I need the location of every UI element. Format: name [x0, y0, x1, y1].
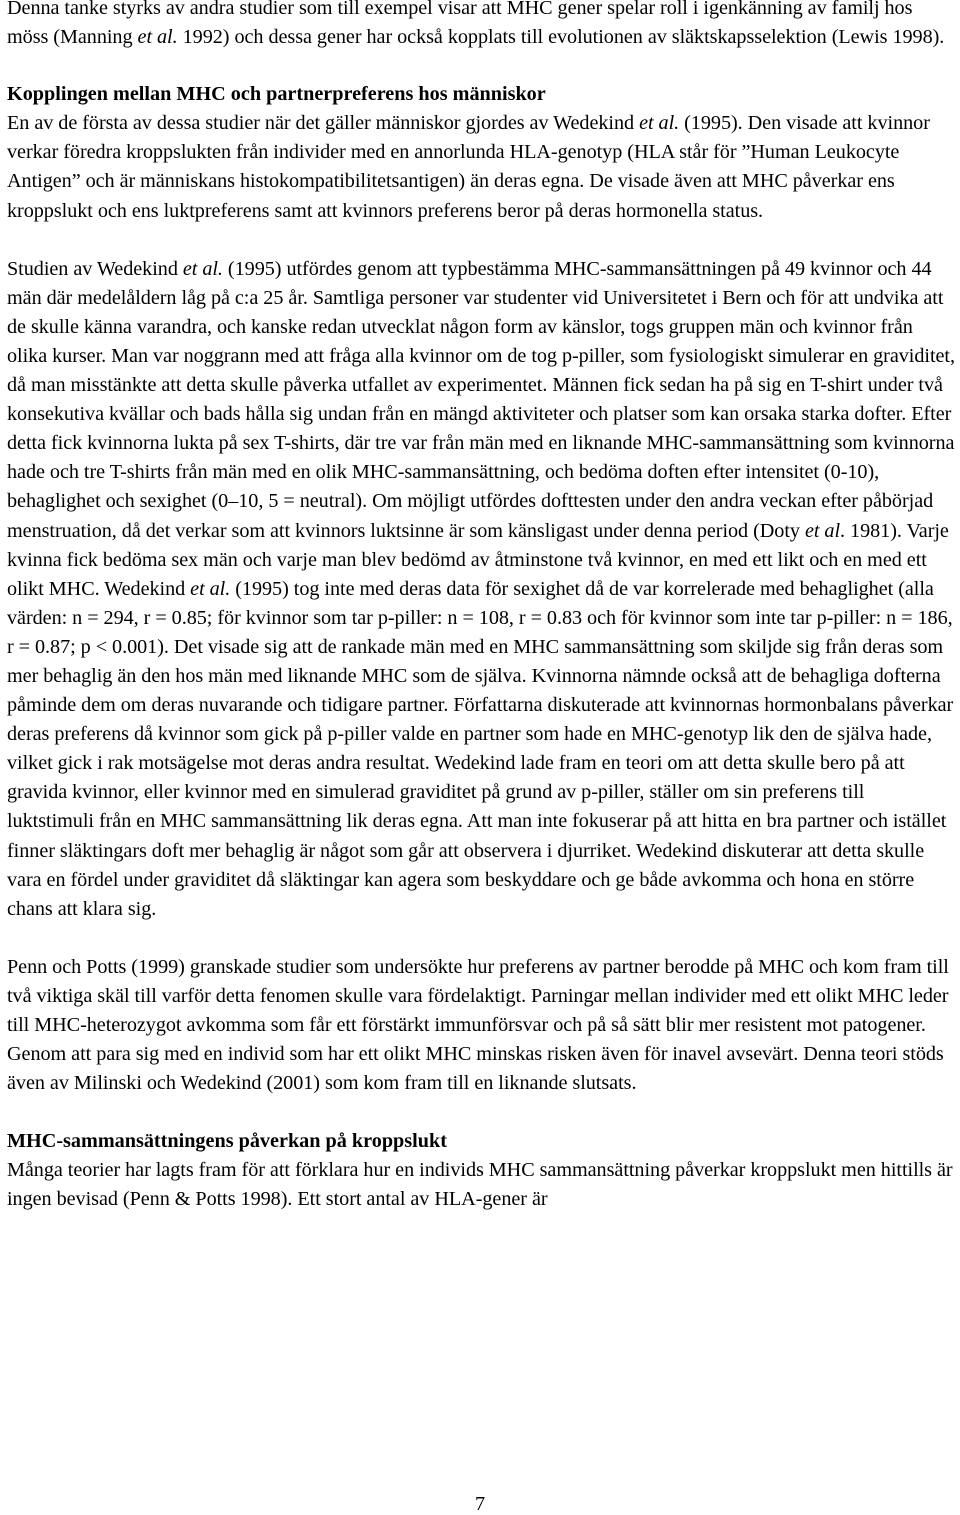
section2-paragraph-1: Många teorier har lagts fram för att förklara hur en individs MHC sammansättning påverkar kroppslukt men hittills är ingen bevisad (Penn & Potts 1998). Ett stort antal av HLA-gener är — [7, 1159, 953, 1211]
s1p2-etal-3: et al. — [190, 577, 231, 600]
intro-text-b: 1992) och dessa gener har också kopplats till evolutionen av släktskapsselektion (Lewis 1998). — [177, 26, 945, 49]
s1p1-etal: et al. — [639, 112, 680, 135]
s1p2-text-a: Studien av Wedekind — [7, 257, 183, 280]
s1p2-etal-2: et al — [804, 519, 841, 542]
s1p1-text-b: (1995). Den visade att kvinnor verkar föredra kroppslukten från individer med en annorlunda HLA-genotyp (HLA står för ”Human Leukocyte Antigen” och är människans histokompatibilitetsantigen) än deras egna. De visade även att MHC påverkar ens kroppslukt och ens luktpreferens samt att kvinnors preferens beror på deras hormonella status. — [7, 112, 930, 222]
s1p2-etal-1: et al. — [182, 257, 223, 280]
s1p1-text-a: En av de första av dessa studier när det gäller människor gjordes av Wedekind — [7, 112, 640, 135]
s1p2-text-c: . 1981). Varje kvinna fick bedöma sex män och varje man blev bedömd av åtminstone två kvinnor, en med ett likt och en med ett olikt MHC. Wedekind — [7, 519, 949, 600]
section-heading-mhc-body-odor: MHC-sammansättningens påverkan på kroppslukt — [7, 1130, 447, 1153]
document-page — [7, 0, 955, 1215]
section1-paragraph-3: Penn och Potts (1999) granskade studier som undersökte hur preferens av partner berodde på MHC och kom fram till två viktiga skäl till varför detta fenomen skulle vara fördelaktigt. Parningar mellan individer med ett olikt MHC leder till MHC-heterozygot avkomma som får ett förstärkt immunförsvar och på så sätt blir mer resistent mot patogener. Genom att para sig med en individ som har ett olikt MHC minskas risken även för inavel avsevärt. Denna teori stöds även av Milinski och Wedekind (2001) som kom fram till en liknande slutsats. — [7, 955, 949, 1095]
intro-paragraph — [7, 0, 955, 52]
intro-etal: et al. — [137, 26, 178, 49]
intro-text-a: Denna tanke styrks av andra studier som till exempel visar att MHC gener spelar roll i igenkänning av familj hos möss (Manning — [7, 0, 913, 49]
page-number: 7 — [474, 1493, 486, 1515]
section-heading-mhc-partner-preference: Kopplingen mellan MHC och partnerpreferens hos människor — [7, 83, 546, 106]
section1-paragraph-1 — [7, 109, 955, 225]
section1-paragraph-2 — [7, 255, 955, 924]
s1p2-text-d: (1995) tog inte med deras data för sexighet då de var korrelerade med behaglighet (alla värden: n = 294, r = 0.85; för kvinnor som tar p-piller: n = 108, r = 0.83 och för kvinnor som inte tar p-piller: n = 186, r = 0.87; p < 0.001). Det visade sig att de rankade män med en MHC sammansättning som skiljde sig från deras som mer behaglig än den hos män med liknande MHC som de själva. Kvinnorna nämnde också att de behagliga dofterna påminde dem om deras nuvarande och tidigare partner. Författarna diskuterade att kvinnornas hormonbalans påverkar deras preferens då kvinnor som gick på p-piller valde en partner som hade en MHC-genotyp lik den de själva hade, vilket gick i rak motsägelse mot deras andra resultat. Wedekind lade fram en teori om att detta skulle bero på att gravida kvinnor, eller kvinnor med en simulerad graviditet på grund av p-piller, ställer om sin preferens till luktstimuli från en MHC sammansättning lik deras egna. Att man inte fokuserar på att hitta en bra partner och istället finner släktingars doft mer behaglig är något som går att observera i djurriket. Wedekind diskuterar att detta skulle vara en fördel under graviditet då släktingar kan agera som beskyddare och ge både avkomma och hona en större chans att klara sig. — [7, 577, 954, 920]
s1p2-text-b: (1995) utfördes genom att typbestämma MHC-sammansättningen på 49 kvinnor och 44 män där medelåldern låg på c:a 25 år. Samtliga personer var studenter vid Universitetet i Bern och för att undvika att de skulle känna varandra, och kanske redan utvecklat någon form av känslor, togs gruppen män och kvinnor från olika kurser. Man var noggrann med att fråga alla kvinnor om de tog p-piller, som fysiologiskt simulerar en graviditet, då man misstänkte att detta skulle påverka utfallet av experimentet. Männen fick sedan ha på sig en T-shirt under två konsekutiva kvällar och bads hålla sig undan från en mängd aktiviteter och platser som kan orsaka starka dofter. Efter detta fick kvinnorna lukta på sex T-shirts, där tre var från män med en liknande MHC-sammansättning som kvinnorna hade och tre T-shirts från män med en olik MHC-sammansättning, och bedöma doften efter intensitet (0-10), behaglighet och sexighet (0–10, 5 = neutral). Om möjligt utfördes dofttesten under den andra veckan efter påbörjad menstruation, då det verkar som att kvinnors luktsinne är som känsligast under denna period (Doty — [7, 257, 955, 542]
